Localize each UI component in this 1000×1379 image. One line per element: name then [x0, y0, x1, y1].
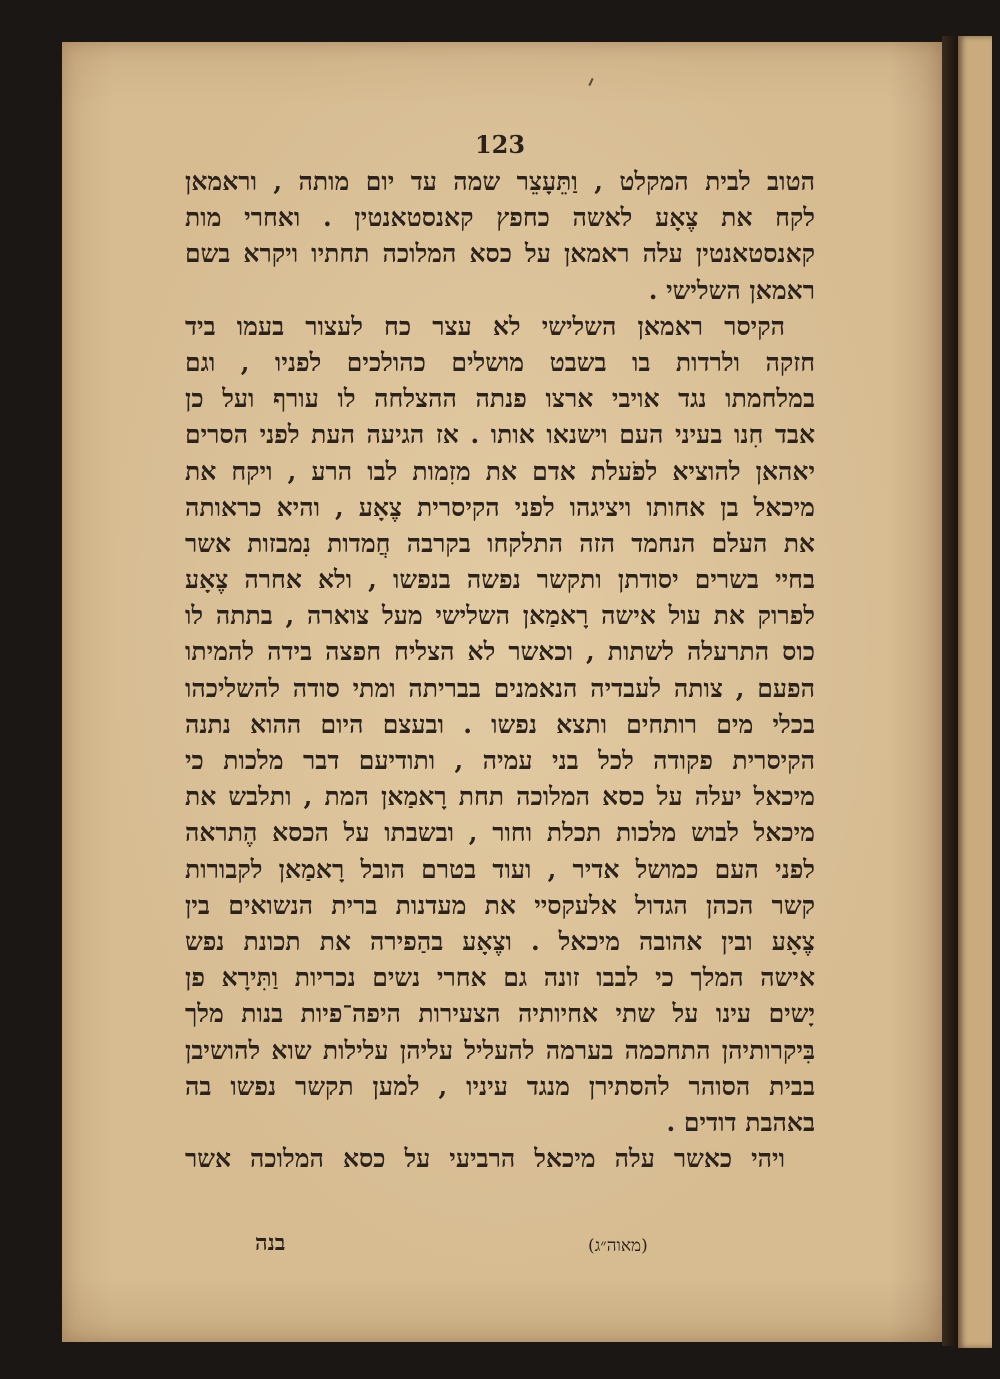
text-line: בחיי בשרים יסודתן ותקשר נפשה בנפשו , ולא אחרה צֶאָע [185, 565, 815, 595]
text-line: בכלי מים רותחים ותצא נפשו . ובעצם היום ההוא נתנה [185, 709, 815, 739]
text-line: חזקה ולרדות בו בשבט מושלים כהולכים לפניו , וגם [185, 347, 815, 377]
text-line: מיכאל לבוש מלכות תכלת וחור , ובשבתו על הכסא הֶתראה [185, 818, 815, 848]
text-line: קאנסטאנטין עלה ראמאן על כסא המלוכה תחתיו ויקרא בשם [185, 239, 815, 269]
facing-page-edge [958, 36, 992, 1348]
text-line: לפני העם כמושל אדיר , ועוד בטרם הובל רָאמַאן לקבורות [185, 854, 815, 884]
text-line: צֶאָע ובין אהובה מיכאל . וצֶאָע בהַפירה את תכונת נפש [185, 926, 815, 956]
catchword: בנה [255, 1230, 286, 1256]
text-line: מיכאל בן אחותו ויציגהו לפני הקיסרית צֶאָע , והיא כראותה [185, 492, 815, 522]
text-line: לקח את צֶאָע לאשה כחפץ קאנסטאנטין . ואחרי מות [185, 203, 815, 233]
text-line: באהבת דודים . [666, 1107, 815, 1137]
text-line: ויהי כאשר עלה מיכאל הרביעי על כסא המלוכה אשר [185, 1144, 785, 1174]
text-line: קשר הכהן הגדול אלעקסיי את מעדנות ברית הנשואים בין [185, 890, 815, 920]
text-line: הקיסר ראמאן השלישי לא עצר כח לעצור בעמו ביד [185, 311, 785, 341]
page-number: 123 [474, 130, 526, 159]
text-line: יאהאן להוציא לפֹעלת אדם את מזִמות לבו הרע , ויקח את [185, 456, 815, 486]
text-line: בִּיקרותיהן התחכמה בערמה להעליל עליהן עלילות שוא להושיבן [185, 1035, 815, 1065]
text-line: יָשים עינו על שתי אחיותיה הצעירות היפה־פיות בנות מלך [185, 999, 815, 1029]
text-line: את העלם הנחמד הזה התלקחו בקרבה חֲמדות נִמבזות אשר [185, 528, 815, 558]
text-line: ראמאן השלישי . [648, 275, 815, 305]
text-line: אישה המלך כי לבבו זונה גם אחרי נשים נכריות וַתִּירָא פן [185, 963, 815, 993]
text-line: אבד חִנו בעיני העם וישנאו אותו . אז הגיעה העת לפני הסרים [185, 420, 815, 450]
body-text [185, 164, 815, 1177]
text-line: הפעם , צותה לעבדיה הנאמנים בבריתה ומתי סודה להשליכהו [185, 673, 815, 703]
text-line: כוס התרעלה לשתות , וכאשר לא הצליח חפצה בידה להמיתו [185, 637, 815, 667]
text-line: הקיסרית פקודה לכל בני עמיה , ותודיעם דבר מלכות כי [185, 746, 815, 775]
text-line: הטוב לבית המקלט , וַתֵּעָצֵר שמה עד יום מותה , וראמאן [185, 167, 815, 196]
text-line: בבית הסוהר להסתירן מנגד עיניו , למען תקשר נפשו בה [185, 1071, 815, 1101]
text-line: במלחמתו נגד אויבי ארצו פנתה ההצלחה לו עורף ועל כן [185, 384, 815, 414]
printer-signature: (מאוה״ג) [588, 1236, 648, 1256]
text-line: מיכאל יעלה על כסא המלוכה תחת רָאמַאן המת , ותלבש את [185, 782, 815, 812]
text-line: לפרוק את עול אישה רָאמַאן השלישי מעל צוארה , בתתה לו [185, 601, 815, 631]
